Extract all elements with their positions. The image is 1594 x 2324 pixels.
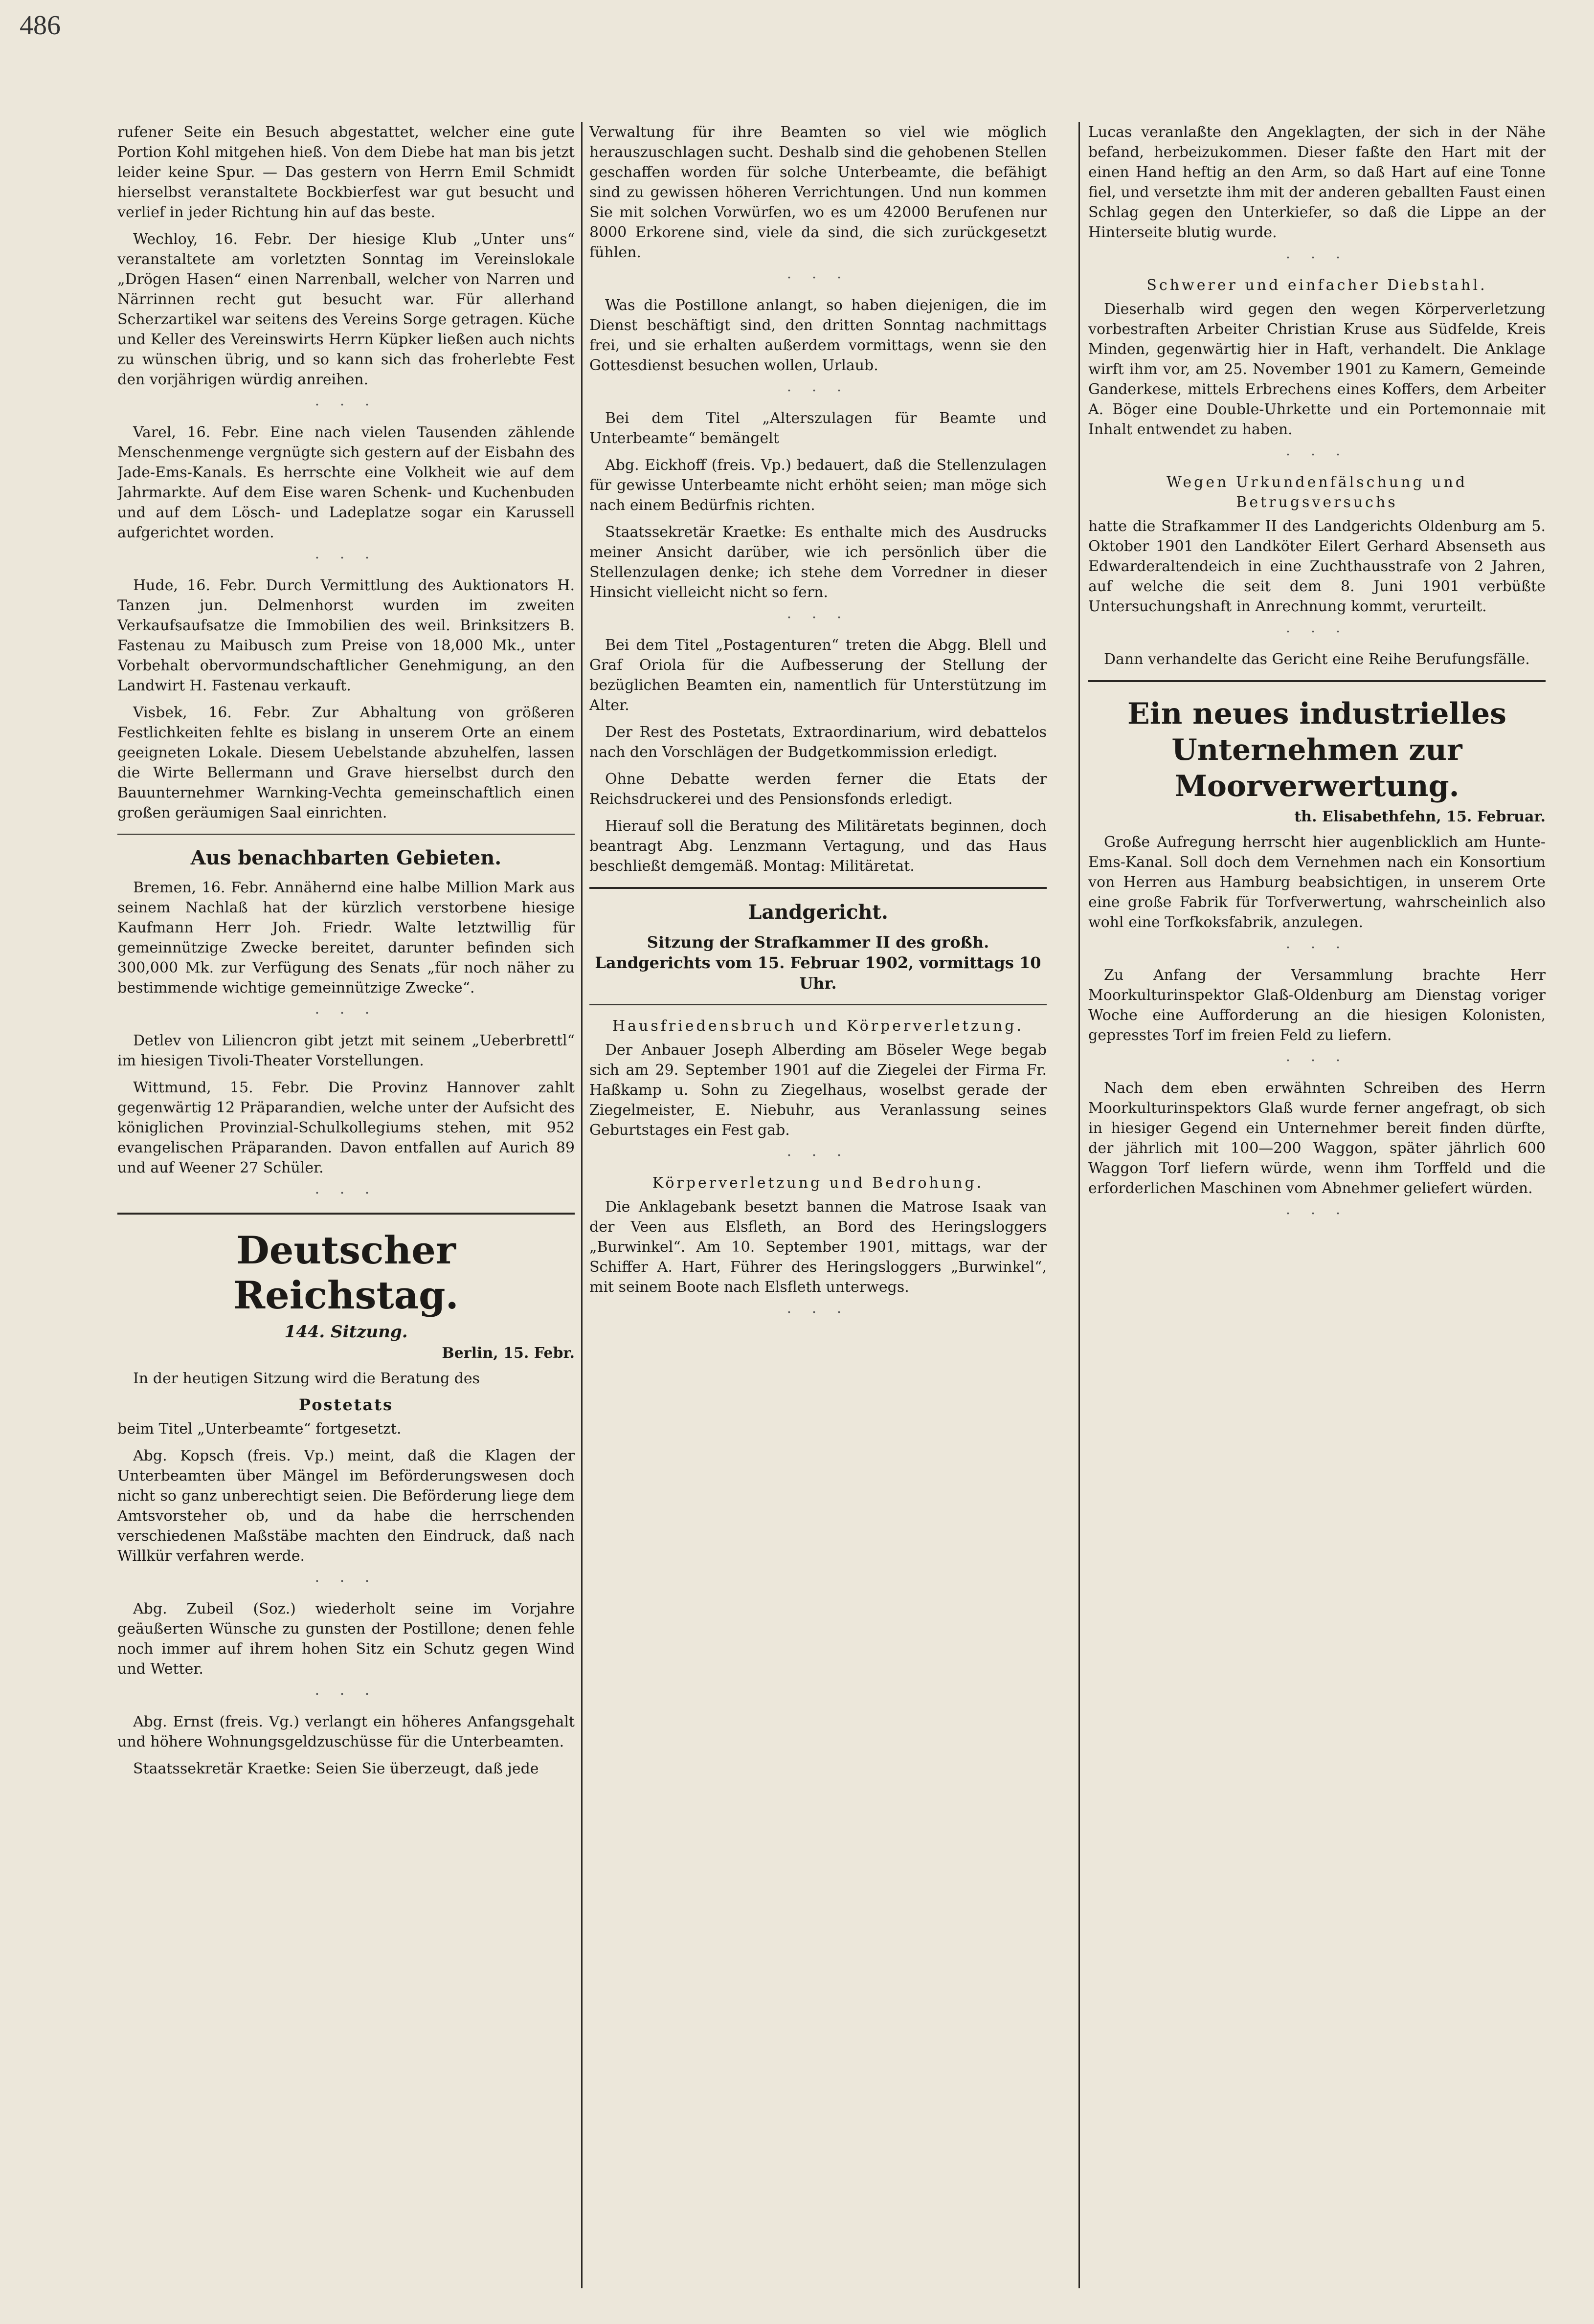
speech-kraetke-reply: Staatssekretär Kraetke: Es enthalte mich des Ausdrucks meiner Ansicht darüber, wie ich persönlich über die Stellenzulagen denke; ich stehe dem Vorredner in dieser Hinsicht vielleicht nicht so fern.: [589, 524, 1047, 601]
section-heading-neighbours: Aus benachbarten Gebieten.: [190, 846, 502, 869]
case-urkundenfaelschung: hatte die Strafkammer II des Landgerichts Oldenburg am 5. Oktober 1901 den Landköter Eilert Gerhard Absenseth aus Edwarderaltendeich in eine Zuchthausstrafe von 2 Jahren, auf welche die seit dem 8. Juni 1901 verbüßte Untersuchungshaft in Anrechnung kommt, verurteilt.: [1088, 518, 1546, 615]
abridged-marker: · · ·: [1285, 939, 1348, 956]
abridged-marker: · · ·: [314, 397, 378, 414]
court-session-line: Sitzung der Strafkammer II des großh. Landgerichts vom 15. Februar 1902, vormittags 10 Uhr.: [595, 933, 1041, 993]
alterszulagen-line: Bei dem Titel „Alterszulagen für Beamte und Unterbeamte“ bemängelt: [589, 410, 1047, 447]
postetat-rest: Der Rest des Postetats, Extraordinarium, wird debattelos nach den Vorschlägen der Budgetkommission erledigt.: [589, 724, 1047, 761]
sitting-number: 144. Sitzung.: [284, 1322, 408, 1342]
article-varel: Varel, 16. Febr. Eine nach vielen Tausenden zählende Menschenmenge vergnügte sich gestern auf der Eisbahn des Jade-Ems-Kanals. Es herrschte eine Volkheit wie auf dem Jahrmarkte. Auf dem Eise waren Schenk- und Kuchenbuden und auf dem Lösch- und Ladeplatze sogar ein Karussell aufgerichtet worden.: [117, 424, 575, 541]
article-moorverwertung: Große Aufregung herrscht hier augenblicklich am Hunte-Ems-Kanal. Soll doch dem Vernehmen nach ein Konsortium von Herren aus Hamburg beabsichtigen, in unserem Orte eine große Fabrik für Torfverwertung, wahrscheinlich also wohl eine Torfkoksfabrik, anzulegen.: [1088, 834, 1546, 931]
dateline-elisabethfehn: th. Elisabethfehn, 15. Februar.: [1294, 808, 1546, 825]
column-rule: [581, 122, 583, 2288]
section-heading-reichstag: Deutscher Reichstag.: [233, 1228, 459, 1318]
article-visbek: Visbek, 16. Febr. Zur Abhaltung von größeren Festlichkeiten fehlte es bislang in unserem Orte an einem geeigneten Lokale. Diesem Uebelstande abzuhelfen, lassen die Wirte Bellermann und Grave hierselbst durch den Bauunternehmer Warnking-Vechta gemeinschaftlich einen großen geräumigen Saal einrichten.: [117, 704, 575, 821]
column-middle: [589, 122, 1047, 2288]
abridged-marker: · · ·: [314, 1686, 378, 1703]
case-bedrohung: Die Anklagebank besetzt bannen die Matrose Isaak van der Veen aus Elsfleth, an Bord des Heringsloggers „Burwinkel“. Am 10. September 1901, mittags, war der Schiffer A. Hart, Führer des Heringsloggers „Burwinkel“, mit seinem Boote nach Elsfleth unterwegs.: [589, 1198, 1047, 1296]
section-divider: [1088, 680, 1546, 682]
section-divider: [589, 887, 1047, 889]
case-title-urkundenfaelschung: Wegen Urkundenfälschung und Betrugsversuchs: [1166, 474, 1467, 511]
page-number: 486: [20, 10, 61, 41]
article-hude: Hude, 16. Febr. Durch Vermittlung des Auktionators H. Tanzen jun. Delmenhorst wurden im zweiten Verkaufsaufsatze die Immobilien des weil. Brinksitzers B. Fastenau zu Maibusch zum Preise von 18,000 Mk., unter Vorbehalt obervormundschaftlicher Genehmigung, an den Landwirt H. Fastenau verkauft.: [117, 577, 575, 694]
article-continuation: Verwaltung für ihre Beamten so viel wie möglich herauszuschlagen sucht. Deshalb sind die gehobenen Stellen geschaffen worden für solche Unterbeamte, die befähigt sind zu gewissen höheren Verrichtungen. Und nun kommen Sie mit solchen Vorwürfen, wo es um 42000 Berufenen nur 8000 Erkorene sind, viele da sind, die sich zurückgesetzt fühlen.: [589, 124, 1047, 261]
column-left: [117, 122, 575, 2288]
speech-kopsch: Abg. Kopsch (freis. Vp.) meint, daß die Klagen der Unterbeamten über Mängel im Beförderungswesen doch nicht so ganz unberechtigt seien. Die Beförderung liege dem Amtsvorsteher ob, und da habe die herrschenden verschiedenen Maßstäbe machten den Eindruck, daß nach Willkür verfahren werde.: [117, 1447, 575, 1565]
abridged-marker: · · ·: [314, 550, 378, 567]
case-hausfriedensbruch: Der Anbauer Joseph Alberding am Böseler Wege begab sich am 29. September 1901 auf die Ziegelei der Firma Fr. Haßkamp u. Sohn zu Ziegelhaus, woselbst gerade der Ziegelmeister, E. Niebuhr, aus Veranlassung seines Geburtstages ein Fest gab.: [589, 1041, 1047, 1139]
abridged-marker: · · ·: [1285, 446, 1348, 464]
speech-eickhoff: Abg. Eickhoff (freis. Vp.) bedauert, daß die Stellenzulagen für gewisse Unterbeamte nicht erhöht seien; man möge sich nach einem Bedürfnis richten.: [589, 457, 1047, 514]
speech-ernst: Abg. Ernst (freis. Vg.) verlangt ein höheres Anfangsgehalt und höhere Wohnungsgeldzuschüsse für die Unterbeamten.: [117, 1713, 575, 1750]
article-wechloy: Wechloy, 16. Febr. Der hiesige Klub „Unter uns“ veranstaltete am vorletzten Sonntag im Vereinslokale „Drögen Hasen“ einen Narrenball, welcher von Narren und Närrinnen recht gut besucht war. Für allerhand Scherzartikel war seitens des Vereins Sorge getragen. Küche und Keller des Vereinswirts Herrn Küpker ließen auch nichts zu wünschen übrig, und so kann sich das froherlebte Fest den vorjährigen würdig anreihen.: [117, 231, 575, 388]
article-liliencron: Detlev von Liliencron gibt jetzt mit seinem „Ueberbrettl“ im hiesigen Tivoli-Theater Vorstellungen.: [117, 1032, 575, 1069]
section-divider: [589, 1004, 1047, 1005]
article-continuation: Lucas veranlaßte den Angeklagten, der sich in der Nähe befand, herbeizukommen. Dieser faßte den Hart mit der einen Hand heftig an den Arm, so daß Hart auf eine Tonne fiel, und versetzte ihm mit der anderen geballten Faust einen Schlag gegen den Unterkiefer, so daß die Lippe an der Hinterseite blutig wurde.: [1088, 124, 1546, 241]
section-divider: [117, 834, 575, 835]
article-continuation: rufener Seite ein Besuch abgestattet, welcher eine gute Portion Kohl mitgehen hieß. Von dem Diebe hat man bis jetzt leider keine Spur. — Das gestern von Herrn Emil Schmidt hierselbst veranstaltete Bockbierfest war gut besucht und verlief in jeder Richtung hin auf das beste.: [117, 124, 575, 221]
column-right: [1088, 122, 1546, 2288]
abridged-marker: · · ·: [786, 382, 850, 399]
speech-postillone: Was die Postillone anlangt, so haben diejenigen, die im Dienst beschäftigt sind, den dritten Sonntag nachmittags frei, und sie erhalten außerdem vormittags, wenn sie den Gottesdienst besuchen wollen, Urlaub.: [589, 297, 1047, 374]
article-moorverwertung-3: Nach dem eben erwähnten Schreiben des Herrn Moorkulturinspektors Glaß wurde ferner angefragt, ob sich in hiesiger Gegend ein Unternehmer bereit finden dürfte, der jährlich mit 100—200 Waggon, später jährlich 600 Waggon Torf liefern würde, wenn ihm Torffeld und die erforderlichen Maschinen vom Abnehmer geliefert würden.: [1088, 1080, 1546, 1197]
case-title-diebstahl: Schwerer und einfacher Diebstahl.: [1146, 277, 1487, 294]
article-wittmund: Wittmund, 15. Febr. Die Provinz Hannover zahlt gegenwärtig 12 Präparandien, welche unter der Aufsicht des königlichen Provinzial-Schulkollegiums stehen, mit 952 evangelischen Präparanden. Davon entfallen auf Aurich 89 und auf Weener 27 Schüler.: [117, 1079, 575, 1176]
militaeretat-line: Hierauf soll die Beratung des Militäretats beginnen, doch beantragt Abg. Lenzmann Vertagung, und das Haus beschließt demgemäß. Montag: Militäretat.: [589, 818, 1047, 875]
abridged-marker: · · ·: [786, 609, 850, 626]
speech-zubeil: Abg. Zubeil (Soz.) wiederholt seine im Vorjahre geäußerten Wünsche zu gunsten der Postillone; denen fehle noch immer auf ihrem hohen Sitz ein Schutz gegen Wind und Wetter.: [117, 1600, 575, 1678]
case-title-hausfriedensbruch: Hausfriedensbruch und Körperverletzung.: [612, 1018, 1024, 1035]
section-heading-moorverwertung: Ein neues industrielles Unternehmen zur Moorverwertung.: [1127, 697, 1506, 803]
section-heading-court: Landgericht.: [748, 901, 888, 924]
article-moorverwertung-2: Zu Anfang der Versammlung brachte Herr Moorkulturinspektor Glaß-Oldenburg am Dienstag voriger Woche eine Aufforderung an die hiesigen Kolonisten, gepresstes Torf im freien Feld zu liefern.: [1088, 967, 1546, 1044]
postagenturen-line: Bei dem Titel „Postagenturen“ treten die Abgg. Blell und Graf Oriola für die Aufbesserung der Stellung der bezüglichen Beamten ein, namentlich für Unterstützung im Alter.: [589, 637, 1047, 714]
abridged-marker: · · ·: [314, 1005, 378, 1022]
abridged-marker: · · ·: [786, 1304, 850, 1321]
berufungsfaelle-line: Dann verhandelte das Gericht eine Reihe Berufungsfälle.: [1104, 651, 1530, 668]
unterbeamte-line: beim Titel „Unterbeamte“ fortgesetzt.: [117, 1420, 402, 1438]
case-diebstahl: Dieserhalb wird gegen den wegen Körperverletzung vorbestraften Arbeiter Christian Kruse aus Südfelde, Kreis Minden, gegenwärtig hier in Haft, verhandelt. Die Anklage wirft ihm vor, am 25. November 1901 zu Kamern, Gemeinde Ganderkese, mittels Erbrechens eines Koffers, dem Arbeiter A. Böger eine Double-Uhrkette und ein Portemonnaie mit Inhalt entwendet zu haben.: [1088, 301, 1546, 438]
case-title-bedrohung: Körperverletzung und Bedrohung.: [652, 1174, 984, 1192]
abridged-marker: · · ·: [1285, 1052, 1348, 1069]
abridged-marker: · · ·: [786, 1147, 850, 1164]
section-divider: [117, 1213, 575, 1215]
abridged-marker: · · ·: [786, 269, 850, 287]
speech-kraetke: Staatssekretär Kraetke: Seien Sie überzeugt, daß jede: [133, 1760, 539, 1777]
abridged-marker: · · ·: [314, 1573, 378, 1590]
column-rule: [1078, 122, 1080, 2288]
article-bremen: Bremen, 16. Febr. Annähernd eine halbe Million Mark aus seinem Nachlaß hat der kürzlich verstorbene hiesige Kaufmann Herr Joh. Friedr. Walte letztwillig für gemeinnützige Zwecke bereitet, darunter befinden sich 300,000 Mk. zur Verfügung des Senats „für noch näher zu bestimmende wichtige gemeinnützige Zwecke“.: [117, 879, 575, 996]
postetat-title: Postetats: [298, 1395, 393, 1414]
other-etats: Ohne Debatte werden ferner die Etats der Reichsdruckerei und des Pensionsfonds erledigt.: [589, 771, 1047, 808]
abridged-marker: · · ·: [1285, 249, 1348, 266]
abridged-marker: · · ·: [1285, 1205, 1348, 1222]
reichstag-intro: In der heutigen Sitzung wird die Beratung des: [133, 1370, 480, 1387]
abridged-marker: · · ·: [314, 1185, 378, 1202]
abridged-marker: · · ·: [1285, 623, 1348, 641]
dateline-berlin: Berlin, 15. Febr.: [442, 1345, 575, 1362]
